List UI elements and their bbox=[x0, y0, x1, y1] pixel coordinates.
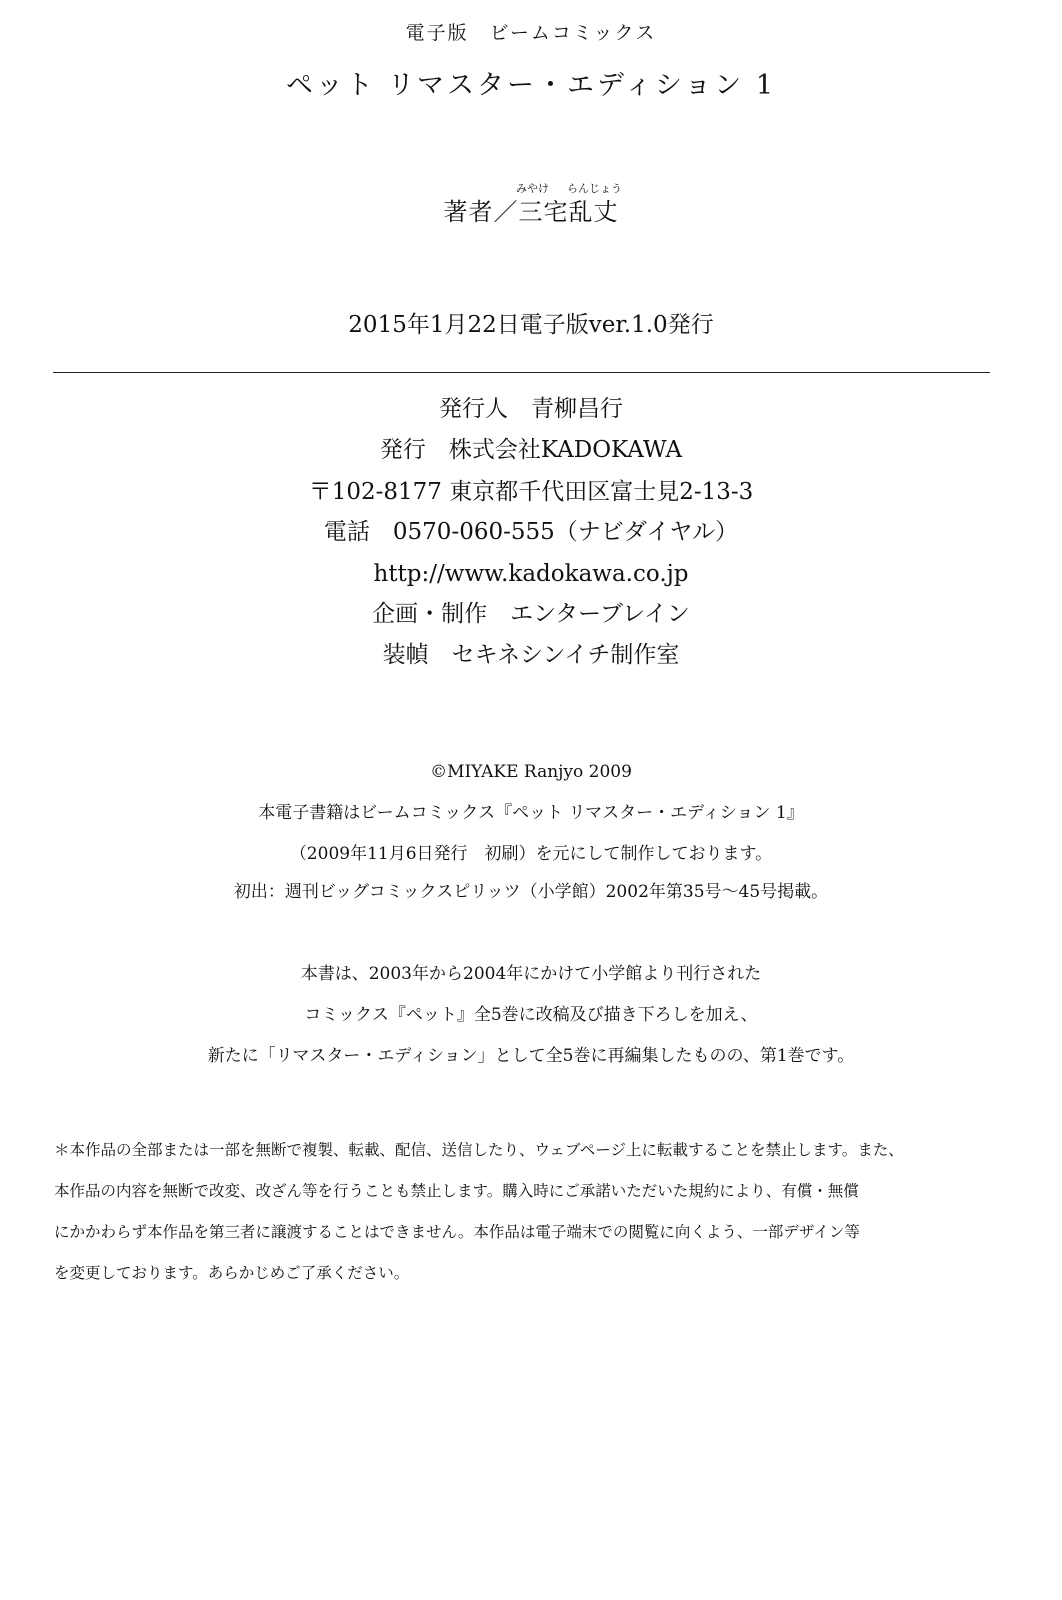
credit-address: 〒102-8177 東京都千代田区富士見2-13-3 bbox=[308, 479, 754, 505]
book-title: ペット リマスター・エディション 1 bbox=[285, 70, 777, 101]
credit-phone: 電話 0570-060-555（ナビダイヤル） bbox=[323, 519, 739, 545]
credit-publisher-person: 発行人 青柳昌行 bbox=[439, 396, 623, 422]
legal-notice-line: ＊本作品の全部または一部を無断で複製、転載、配信、送信したり、ウェブページ上に転載することを禁止します。また、 bbox=[54, 1141, 904, 1159]
author-ruby-surname: みやけ bbox=[516, 182, 549, 195]
author-ruby-given-name: らんじょう bbox=[567, 182, 622, 195]
first-appearance-line: 初出：週刊ビッグコミックスピリッツ（小学館）2002年第35号～45号掲載。 bbox=[233, 882, 829, 902]
divider-rule bbox=[53, 372, 990, 373]
legal-notice-line: 本作品の内容を無断で改変、改ざん等を行うことも禁止します。購入時にご承諾いただいた規約により、有償・無償 bbox=[54, 1182, 859, 1200]
remaster-note-line: 本書は、2003年から2004年にかけて小学館より刊行された bbox=[300, 964, 762, 984]
publication-date: 2015年1月22日電子版ver.1.0発行 bbox=[348, 312, 714, 338]
legal-notice-line: にかかわらず本作品を第三者に譲渡することはできません。本作品は電子端末での閲覧に向くよう、一部デザイン等 bbox=[54, 1223, 860, 1241]
series-label: 電子版 ビームコミックス bbox=[405, 22, 657, 44]
credit-publisher-company: 発行 株式会社KADOKAWA bbox=[379, 437, 683, 463]
source-printing-line: （2009年11月6日発行 初刷）を元にして制作しております。 bbox=[289, 844, 773, 864]
source-edition-line: 本電子書籍はビームコミックス『ペット リマスター・エディション 1』 bbox=[258, 803, 804, 823]
copyright-line: ©MIYAKE Ranjyo 2009 bbox=[430, 762, 632, 782]
remaster-note-line: 新たに「リマスター・エディション」として全5巻に再編集したものの、第1巻です。 bbox=[207, 1046, 855, 1066]
credit-book-design: 装幀 セキネシンイチ制作室 bbox=[382, 642, 680, 668]
author-line: 著者／三宅乱丈 bbox=[443, 198, 619, 226]
credit-website-link[interactable]: http://www.kadokawa.co.jp bbox=[373, 561, 689, 587]
credit-planning-production: 企画・制作 エンターブレイン bbox=[372, 601, 690, 627]
remaster-note-line: コミックス『ペット』全5巻に改稿及び描き下ろしを加え、 bbox=[304, 1005, 758, 1025]
legal-notice-line: を変更しております。あらかじめご了承ください。 bbox=[54, 1264, 410, 1282]
